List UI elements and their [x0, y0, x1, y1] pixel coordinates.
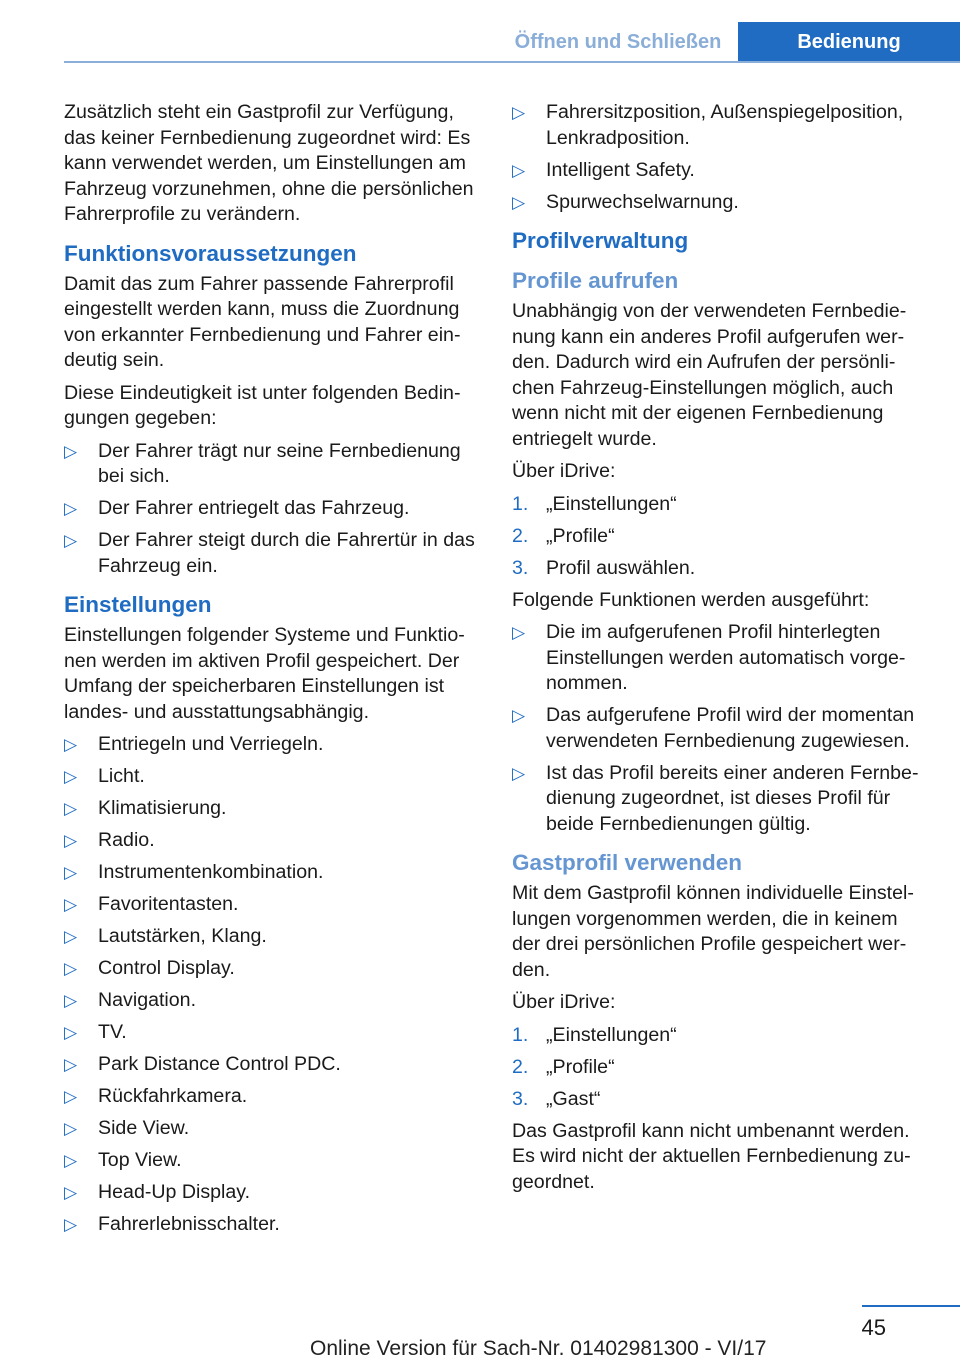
list-item: [64, 1116, 482, 1142]
intro-paragraph: Zusätzlich steht ein Gastprofil zur Verfügung, das keiner Fernbedienung zugeordnet wird: Es kann verwendet werden, um Einstellungen am Fahrzeug vorzunehmen, ohne die persönlichen Fahrerprofile zu verändern.: [64, 101, 474, 225]
list-item-text: Der Fahrer entriegelt das Fahrzeug.: [98, 497, 410, 519]
bullet-triangle-icon: ▷: [512, 706, 526, 725]
list-item: [512, 190, 926, 216]
list-item-text: Fahrerlebnisschalter.: [98, 1213, 280, 1235]
list-item: [64, 732, 482, 758]
bullet-triangle-icon: ▷: [64, 959, 78, 978]
list-item: [512, 158, 926, 184]
list-item-text: Radio.: [98, 829, 155, 851]
list-item: [64, 764, 482, 790]
list-item: [64, 1180, 482, 1206]
list-item: [64, 892, 482, 918]
step-text: „Einstellungen“: [546, 492, 677, 515]
step-item: [512, 1087, 926, 1113]
list-item-text: Der Fahrer trägt nur seine Fernbedienung bei sich.: [98, 439, 461, 487]
func-paragraph-1: Damit das zum Fahrer passende Fahrerprofil eingestellt werden kann, muss die Zuordnung von erkannter Fernbedienung und Fahrer ein-deutig sein.: [64, 272, 461, 371]
right-column: [512, 100, 926, 1202]
heading-profile-aufrufen: Profile aufrufen: [512, 268, 679, 293]
list-item: [64, 1020, 482, 1046]
bullet-triangle-icon: ▷: [64, 1151, 78, 1170]
list-item: [64, 828, 482, 854]
call-paragraph: Unabhängig von der verwendeten Fernbedie-nung kann ein anderes Profil aufgerufen wer-den. Dadurch wird ein Aufrufen der persönli-chen Fahrzeug-Einstellungen möglich, auch wenn nicht mit der eigenen Fernbedienung entriegelt wurde.: [512, 300, 907, 450]
list-item: [512, 761, 926, 838]
list-item-text: Der Fahrer steigt durch die Fahrertür in das Fahrzeug ein.: [98, 529, 475, 577]
list-item: [64, 860, 482, 886]
header-rule: [64, 61, 960, 63]
list-item: [64, 528, 482, 579]
footer-online-version: Online Version für Sach-Nr. 01402981300 - VI/17: [310, 1337, 767, 1360]
list-item-text: Head-Up Display.: [98, 1181, 251, 1203]
bullet-triangle-icon: ▷: [64, 1215, 78, 1234]
list-item: [64, 924, 482, 950]
header-tabs: [498, 22, 960, 62]
bullet-triangle-icon: ▷: [64, 1119, 78, 1138]
bullet-triangle-icon: ▷: [64, 895, 78, 914]
list-item-text: Navigation.: [98, 989, 197, 1011]
list-item-text: Klimatisierung.: [98, 797, 227, 819]
step-number: 1.: [512, 1023, 529, 1046]
list-item-text: Intelligent Safety.: [546, 158, 695, 181]
list-item: [64, 1052, 482, 1078]
condition-list: [64, 439, 482, 580]
list-item-text: Park Distance Control PDC.: [98, 1053, 341, 1075]
list-item: [64, 1148, 482, 1174]
page-number: 45: [861, 1315, 886, 1340]
list-item-text: Ist das Profil bereits einer anderen Fernbe-dienung zugeordnet, ist dieses Profil für beide Fernbedienungen gültig.: [546, 761, 919, 835]
step-item: [512, 556, 926, 582]
list-item: [512, 100, 926, 151]
list-item: [64, 1212, 482, 1238]
list-item-text: Das aufgerufene Profil wird der momentan verwendeten Fernbedienung zugewiesen.: [546, 704, 915, 752]
heading-profilverwaltung: Profilverwaltung: [512, 228, 689, 253]
effects-list: [512, 620, 926, 837]
guest-paragraph: Mit dem Gastprofil können individuelle Einstel-lungen vorgenommen werden, die in keinem der drei persönlichen Profile gespeichert wer-den.: [512, 882, 914, 981]
list-item: [64, 496, 482, 522]
following-paragraph: Folgende Funktionen werden ausgeführt:: [512, 588, 870, 611]
list-item: [64, 956, 482, 982]
bullet-triangle-icon: ▷: [64, 1087, 78, 1106]
list-item-text: Rückfahrkamera.: [98, 1085, 248, 1107]
list-item-text: Fahrersitzposition, Außenspiegelposition, Lenkradposition.: [546, 101, 904, 149]
bullet-triangle-icon: ▷: [64, 767, 78, 786]
left-column: [64, 100, 482, 1244]
bullet-triangle-icon: ▷: [64, 499, 78, 518]
bullet-triangle-icon: ▷: [64, 735, 78, 754]
step-number: 2.: [512, 1055, 529, 1078]
bullet-triangle-icon: ▷: [64, 1055, 78, 1074]
section-tab[interactable]: Öffnen und Schließen: [514, 30, 722, 53]
bullet-triangle-icon: ▷: [64, 531, 78, 550]
list-item: [512, 703, 926, 754]
bullet-triangle-icon: ▷: [64, 441, 78, 461]
systems-list: [64, 732, 482, 1238]
bullet-triangle-icon: ▷: [64, 1023, 78, 1042]
list-item-text: TV.: [98, 1021, 127, 1043]
bullet-triangle-icon: ▷: [64, 1183, 78, 1202]
steps-list-1: [512, 492, 926, 582]
step-number: 3.: [512, 556, 529, 579]
list-item-text: Entriegeln und Verriegeln.: [98, 733, 324, 755]
heading-funktionsvoraussetzungen: Funktionsvoraussetzungen: [64, 240, 357, 266]
list-item-text: Top View.: [98, 1149, 182, 1171]
step-number: 1.: [512, 492, 529, 515]
footer-rule: [862, 1305, 960, 1307]
idrive-label-2: Über iDrive:: [512, 991, 616, 1013]
idrive-label-1: Über iDrive:: [512, 460, 616, 482]
bullet-triangle-icon: ▷: [64, 991, 78, 1010]
bullet-triangle-icon: ▷: [64, 799, 78, 818]
list-item-text: Die im aufgerufenen Profil hinterlegten Einstellungen werden automatisch vorge-nommen.: [546, 621, 906, 694]
list-item: [64, 439, 482, 490]
bullet-triangle-icon: ▷: [64, 927, 78, 946]
list-item-text: Lautstärken, Klang.: [98, 925, 267, 947]
chapter-tab[interactable]: Bedienung: [738, 22, 960, 62]
step-item: [512, 1023, 926, 1049]
bullet-triangle-icon: ▷: [512, 192, 526, 212]
step-item: [512, 492, 926, 518]
systems-list-continued: [512, 100, 926, 215]
heading-gastprofil: Gastprofil verwenden: [512, 850, 743, 875]
step-number: 3.: [512, 1087, 529, 1110]
bullet-triangle-icon: ▷: [512, 160, 526, 180]
step-text: „Gast“: [546, 1087, 601, 1110]
list-item-text: Favoritentasten.: [98, 893, 239, 915]
step-text: „Einstellungen“: [546, 1023, 677, 1046]
step-item: [512, 1055, 926, 1081]
step-item: [512, 524, 926, 550]
bullet-triangle-icon: ▷: [512, 763, 526, 783]
bullet-triangle-icon: ▷: [64, 863, 78, 882]
steps-list-2: [512, 1023, 926, 1113]
list-item: [512, 620, 926, 697]
heading-einstellungen: Einstellungen: [64, 592, 212, 617]
list-item-text: Side View.: [98, 1117, 190, 1139]
bullet-triangle-icon: ▷: [512, 623, 526, 642]
step-text: Profil auswählen.: [546, 556, 696, 579]
list-item-text: Licht.: [98, 765, 145, 787]
step-number: 2.: [512, 524, 529, 547]
func-paragraph-2: Diese Eindeutigkeit ist unter folgenden Bedin-gungen gegeben:: [64, 381, 461, 429]
guest-end-paragraph: Das Gastprofil kann nicht umbenannt werden. Es wird nicht der aktuellen Fernbedienung zu-geordnet.: [512, 1119, 911, 1193]
list-item: [64, 1084, 482, 1110]
list-item-text: Instrumentenkombination.: [98, 861, 324, 883]
list-item-text: Control Display.: [98, 957, 235, 979]
list-item-text: Spurwechselwarnung.: [546, 190, 739, 213]
bullet-triangle-icon: ▷: [64, 831, 78, 850]
step-text: „Profile“: [546, 524, 615, 547]
step-text: „Profile“: [546, 1055, 615, 1078]
list-item: [64, 988, 482, 1014]
list-item: [64, 796, 482, 822]
settings-paragraph: Einstellungen folgender Systeme und Funktio-nen werden im aktiven Profil gespeichert. Der Umfang der speicherbaren Einstellungen ist landes- und ausstattungsabhängig.: [64, 624, 465, 723]
bullet-triangle-icon: ▷: [512, 103, 526, 122]
